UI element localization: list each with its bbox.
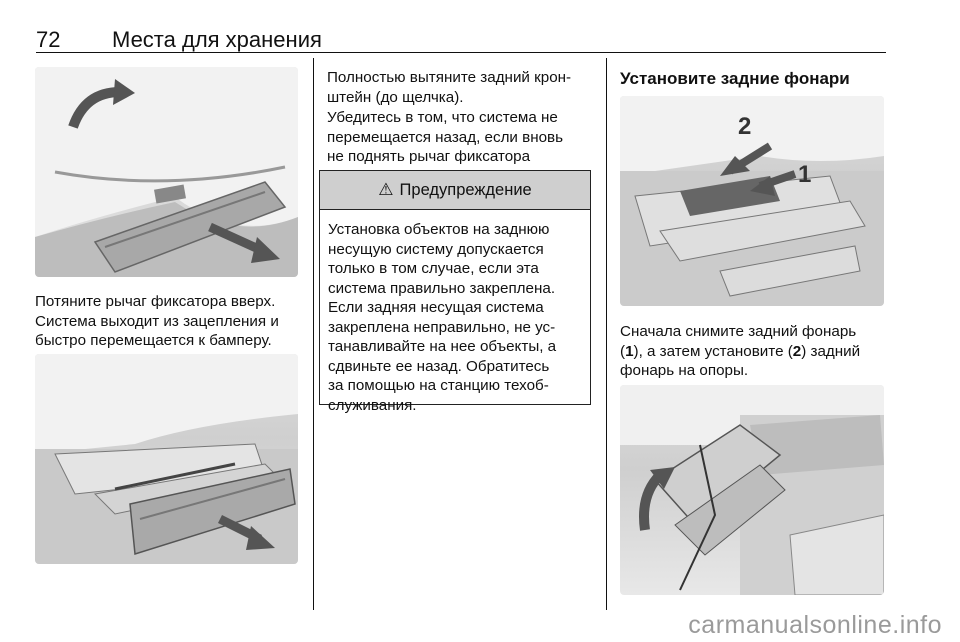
warning-line: только в том случае, если эта — [328, 260, 539, 277]
paragraph-line: перемещается назад, если вновь — [327, 128, 564, 146]
right-caption — [620, 322, 860, 381]
warning-header — [320, 171, 590, 210]
caption-line: Система выходит из зацепления и — [35, 312, 279, 330]
section-heading: Установите задние фонари — [620, 69, 850, 88]
caption-callout-ref: 1 — [625, 342, 634, 360]
warning-line: за помощью на станцию техоб- — [328, 377, 549, 394]
header-divider — [36, 52, 886, 53]
illustration-taillights-removal — [620, 96, 884, 306]
illustration-carrier-extends — [35, 354, 298, 564]
callout-1: 1 — [798, 161, 812, 188]
warning-line: сдвиньте ее назад. Обратитесь — [328, 357, 550, 375]
illustration-lever-up — [35, 67, 298, 277]
warning-line: Если задняя несущая система — [328, 299, 544, 316]
caption-callout-ref: 2 — [792, 342, 802, 360]
warning-line: танавливайте на нее объекты, а — [328, 338, 557, 355]
caption-line — [620, 342, 860, 362]
warning-body — [320, 210, 590, 415]
callout-2: 2 — [738, 113, 752, 140]
warning-line: служивания. — [328, 396, 417, 414]
page-title: Места для хранения — [112, 27, 322, 52]
caption-text: ) задний — [801, 342, 861, 360]
paragraph-line: не поднять рычаг фиксатора — [327, 148, 531, 165]
caption-line: Потяните рычаг фиксатора вверх. — [35, 293, 276, 310]
paragraph-line: Убедитесь в том, что система не — [327, 109, 558, 126]
warning-title: Предупреждение — [399, 180, 532, 199]
warning-line: система правильно закреплена. — [328, 279, 556, 297]
caption-line: Сначала снимите задний фонарь — [620, 323, 857, 340]
column-divider-1 — [313, 58, 314, 610]
column-divider-2 — [606, 58, 607, 610]
caption-line: быстро перемещается к бамперу. — [35, 332, 272, 349]
caption-text: ), а затем установите ( — [633, 342, 793, 360]
warning-triangle-icon: ⚠ — [378, 180, 394, 199]
warning-line: закреплена неправильно, не ус- — [328, 318, 556, 336]
caption-line: фонарь на опоры. — [620, 362, 749, 379]
paragraph-line: штейн (до щелчка). — [327, 88, 464, 106]
illustration-taillight-install — [620, 385, 884, 595]
warning-box — [319, 170, 591, 414]
caption-text: ( — [620, 342, 626, 360]
paragraph-line: Полностью вытяните задний крон- — [327, 69, 572, 86]
watermark: carmanualsonline.info — [688, 611, 942, 639]
warning-line: несущую систему допускается — [328, 240, 544, 258]
page-number: 72 — [36, 27, 61, 52]
warning-line: Установка объектов на заднюю — [328, 221, 550, 238]
